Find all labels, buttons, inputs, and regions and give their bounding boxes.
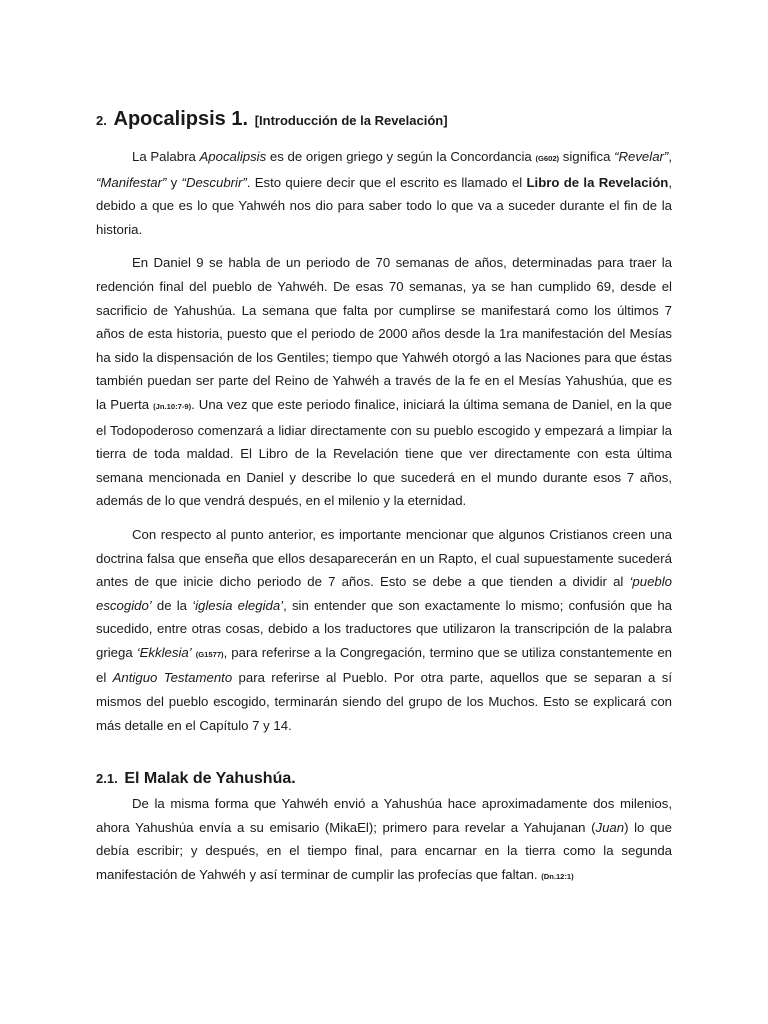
paragraph-4 xyxy=(96,792,672,888)
section-number: 2. xyxy=(96,113,107,128)
text: , xyxy=(668,149,672,164)
text: para referirse al Pueblo. Por otra parte, aquellos que se separan a sí mismos del pueblo escogido, terminarán siendo del grupo de los Muchos. Esto se explicará con más detalle en el Capítulo 7 y 14. xyxy=(96,670,672,733)
text: De la misma forma que Yahwéh envió a Yahushúa hace aproximadamente dos milenios, ahora Yahushúa envía a su emisario (MikaEl); primero para revelar a Yahujanan ( xyxy=(96,796,672,835)
italic-text: ‘iglesia elegida’ xyxy=(192,597,284,613)
text: Con respecto al punto anterior, es importante mencionar que algunos Cristianos creen una doctrina falsa que enseña que ellos desaparecerán en un Rapto, el cual supuestamente sucederá antes de que inicie dicho periodo de 7 años. Esto se debe a que tienden a dividir al xyxy=(96,526,672,590)
section-heading xyxy=(96,104,672,135)
text: En Daniel 9 se habla de un periodo de 70 semanas de años, determinadas para traer la redención final del pueblo de Yahwéh. De esas 70 semanas, ya se han cumplido 69, desde el sacrificio de Yahushúa. La semana que falta por cumplirse se manifestará como los últimos 7 años de esta historia, puesto que el periodo de 2000 años desde la 1ra manifestación del Mesías ha sido la dispensación de los Gentiles; tiempo que Yahwéh otorgó a las Naciones para que éstas también puedan ser parte del Reino de Yahwéh a través de la fe en el Mesías Yahushúa, que es la Puerta xyxy=(96,255,672,412)
reference: (G1577) xyxy=(195,649,224,659)
reference: (G602) xyxy=(535,154,560,163)
paragraph-1 xyxy=(96,145,672,241)
text: . Esto quiere decir que el escrito es llamado el xyxy=(246,174,527,190)
text: y xyxy=(166,174,182,190)
reference: (Dn.12:1) xyxy=(541,872,574,882)
subsection-title: El Malak de Yahushúa. xyxy=(124,770,296,788)
italic-text: Antiguo Testamento xyxy=(112,670,233,686)
subsection-number: 2.1. xyxy=(96,771,118,787)
text: es de origen griego y según la Concordancia xyxy=(266,149,536,164)
italic-text: Apocalipsis xyxy=(199,149,267,164)
text: significa xyxy=(559,149,615,164)
section-subtitle: [Introducción de la Revelación] xyxy=(254,113,448,128)
section-title: Apocalipsis 1. xyxy=(113,108,249,130)
document-page xyxy=(96,104,672,899)
paragraph-3 xyxy=(96,523,672,737)
paragraph-2 xyxy=(96,251,672,513)
text: , debido a que es lo que Yahwéh nos dio para saber todo lo que va a suceder durante el fin de la historia. xyxy=(96,174,673,237)
text: , sin entender que son exactamente lo mismo; confusión que ha sucedido, entre otras cosas, debido a los traductores que utilizaron la transcripción de la palabra griega xyxy=(96,597,672,660)
text: La Palabra xyxy=(132,149,200,164)
italic-text: “Manifestar” xyxy=(96,174,167,190)
text: ) lo que debía escribir; y después, en el tiempo final, para encarnar en la tierra como la segunda manifestación de Yahwéh y así terminar de cumplir las profecías que faltan. xyxy=(96,819,672,883)
text: . Una vez que este periodo finalice, iniciará la última semana de Daniel, en la que el Todopoderoso comenzará a lidiar directamente con su pueblo escogido y empezará a limpiar la tierra de toda maldad. El Libro de la Revelación tiene que ver directamente con esta última semana mencionada en Daniel y describe lo que sucederá en el mundo durante esos 7 años, además de lo que vendrá después, en el milenio y la eternidad. xyxy=(96,396,673,509)
subsection-heading xyxy=(96,763,672,792)
italic-text: ‘pueblo escogido’ xyxy=(96,574,672,613)
italic-text: Juan xyxy=(595,819,625,835)
text: de la xyxy=(151,597,193,613)
bold-text: Libro de la Revelación xyxy=(526,174,669,190)
reference: (Jn.10:7-9) xyxy=(153,401,192,411)
text: , para referirse a la Congregación, termino que se utiliza constantemente en el xyxy=(96,644,672,686)
italic-text: “Descubrir” xyxy=(181,174,247,190)
italic-text: ‘Ekklesia’ xyxy=(136,644,192,660)
italic-text: “Revelar” xyxy=(614,149,669,164)
